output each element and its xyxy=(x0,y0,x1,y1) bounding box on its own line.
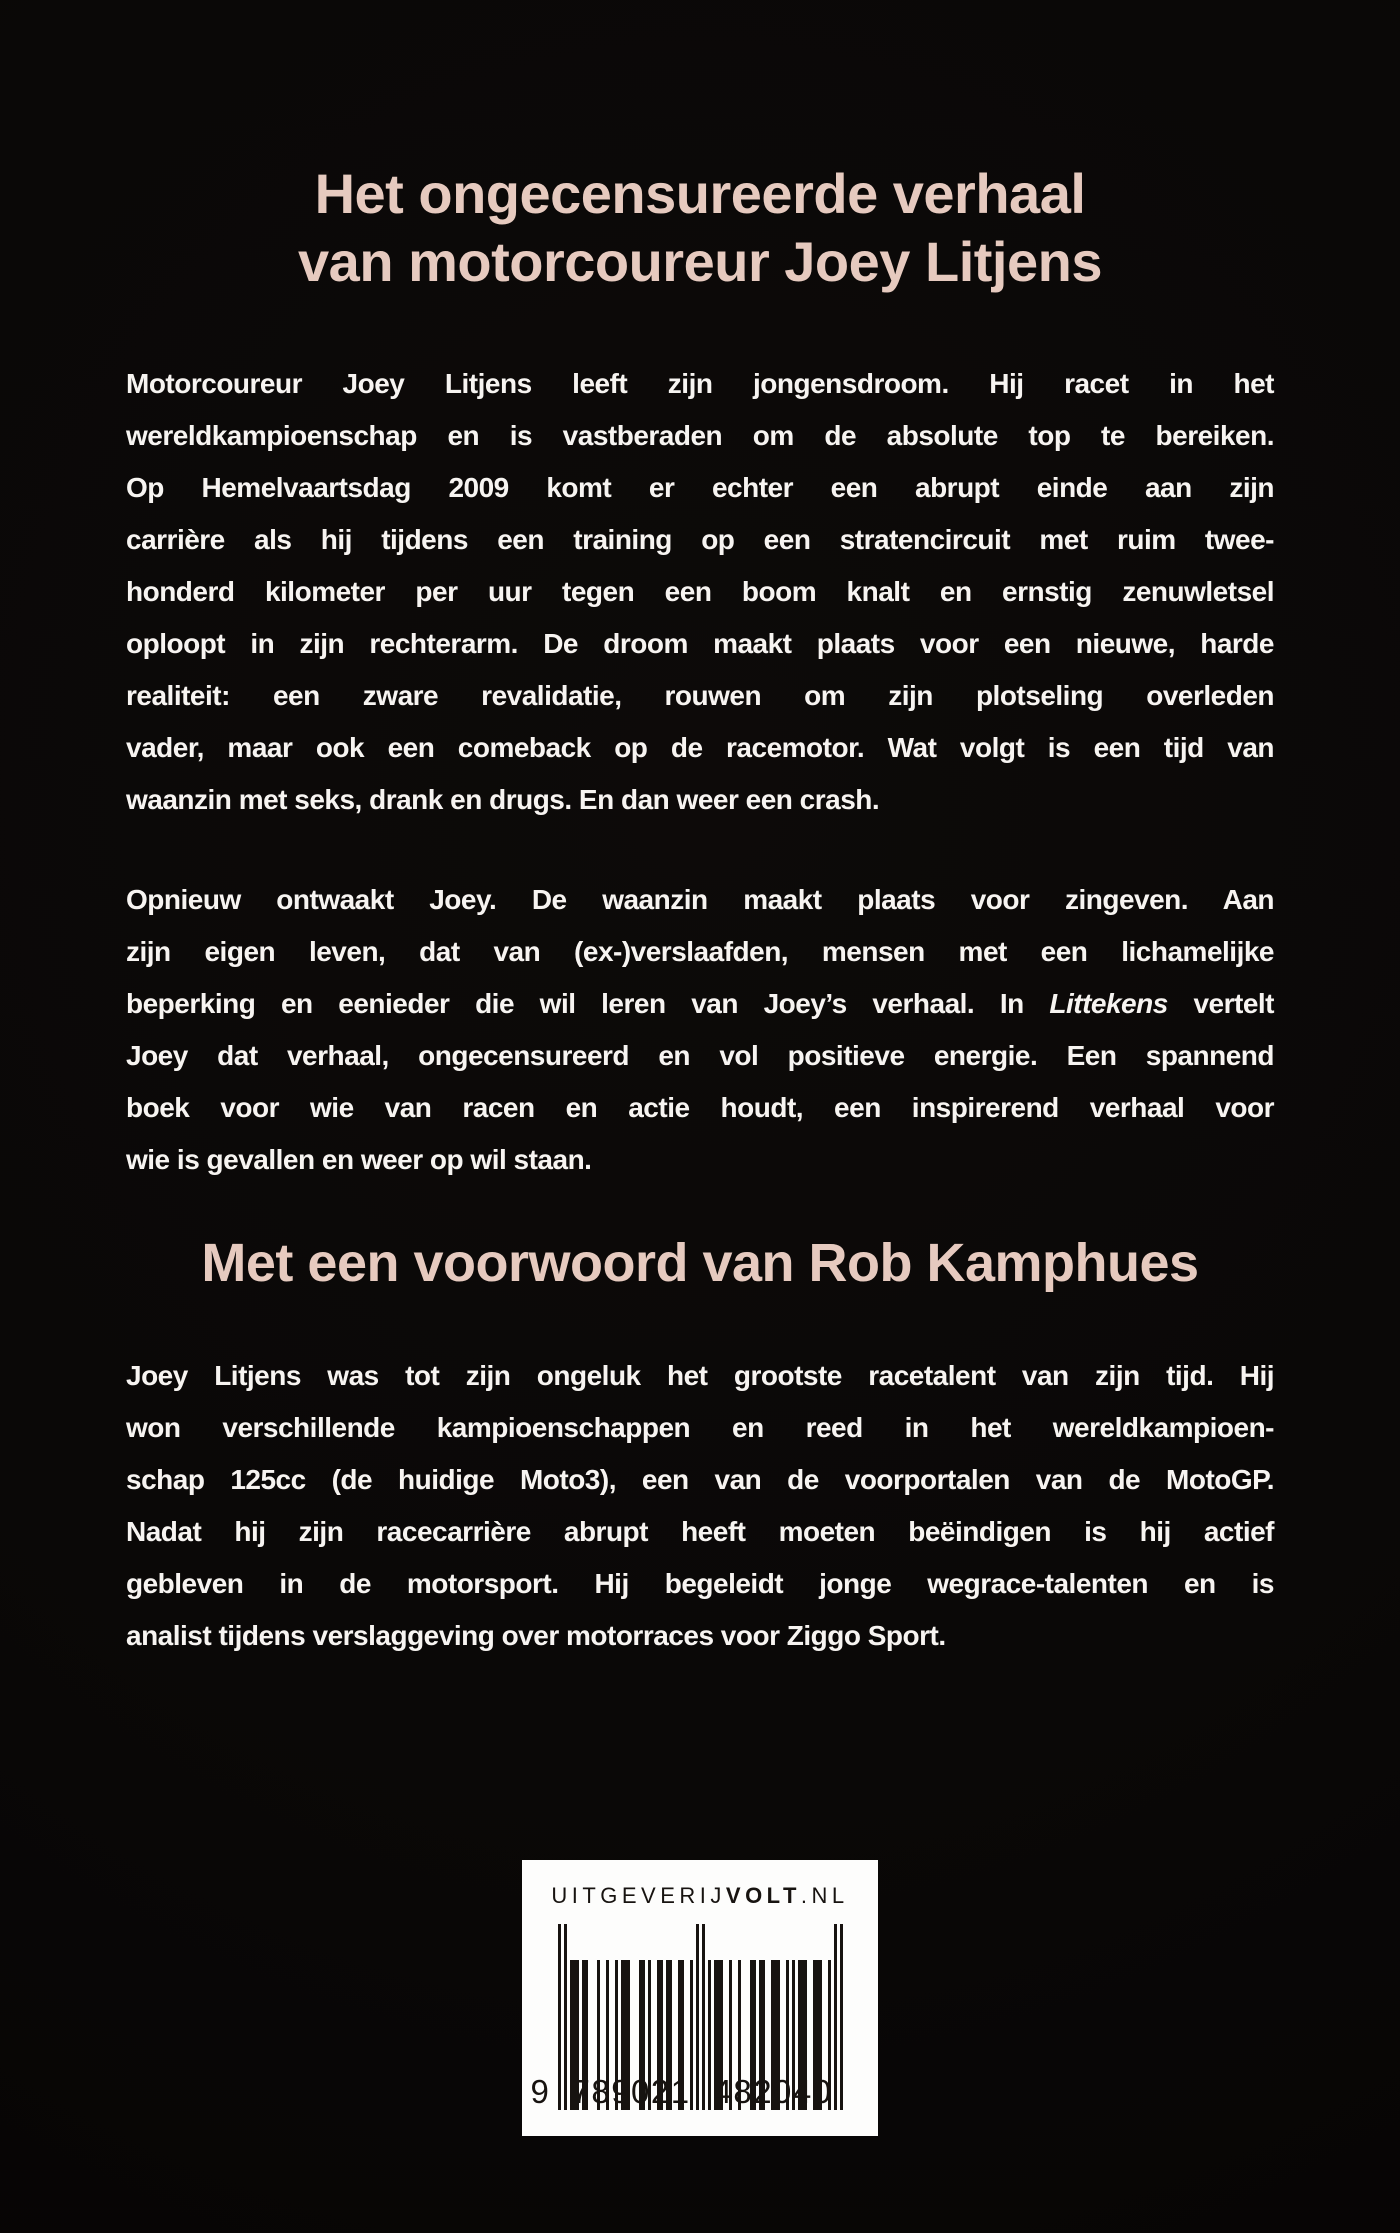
foreword-heading: Met een voorwoord van Rob Kamphues xyxy=(201,1233,1199,1293)
publisher-url-brand: VOLT xyxy=(725,1883,801,1908)
publisher-url-suffix: .NL xyxy=(800,1883,849,1908)
publisher-url xyxy=(522,1882,878,1910)
text-line: won verschillende kampioenschappen en reed in het wereldkampioen- xyxy=(126,1412,1274,1443)
text-line: waanzin met seks, drank en drugs. En dan weer een crash. xyxy=(126,784,880,815)
isbn-number xyxy=(530,2073,843,2110)
author-bio-paragraph xyxy=(126,1350,1274,1662)
cover-title xyxy=(126,160,1274,296)
cover-title-line-1: Het ongecensureerde verhaal xyxy=(314,162,1086,225)
text-line: gebleven in de motorsport. Hij begeleidt jonge wegrace-talenten en is xyxy=(126,1568,1274,1599)
text-line: Joey Litjens was tot zijn ongeluk het grootste racetalent van zijn tijd. Hij xyxy=(126,1360,1274,1391)
text-line: vader, maar ook een comeback op de racemotor. Wat volgt is een tijd van xyxy=(126,732,1274,763)
text-line: Op Hemelvaartsdag 2009 komt er echter een abrupt einde aan zijn xyxy=(126,472,1274,503)
isbn-digit-prefix: 9 xyxy=(530,2073,549,2110)
synopsis-paragraph-1 xyxy=(126,358,1274,826)
isbn-digits-right: 482040 xyxy=(713,2073,833,2110)
barcode-panel xyxy=(522,1860,878,2136)
text-line: Motorcoureur Joey Litjens leeft zijn jongensdroom. Hij racet in het xyxy=(126,368,1274,399)
text-line: analist tijdens verslaggeving over motorraces voor Ziggo Sport. xyxy=(126,1620,946,1651)
text-line: carrière als hij tijdens een training op een stratencircuit met ruim twee- xyxy=(126,524,1274,555)
text-line: honderd kilometer per uur tegen een boom knalt en ernstig zenuwletsel xyxy=(126,576,1274,607)
text-line: Opnieuw ontwaakt Joey. De waanzin maakt plaats voor zingeven. Aan xyxy=(126,884,1274,915)
publisher-url-prefix: UITGEVERIJ xyxy=(551,1883,726,1908)
text-line: wereldkampioenschap en is vastberaden om de absolute top te bereiken. xyxy=(126,420,1274,451)
text-line: oploopt in zijn rechterarm. De droom maakt plaats voor een nieuwe, harde xyxy=(126,628,1274,659)
text-line: zijn eigen leven, dat van (ex-)verslaafden, mensen met een lichamelijke xyxy=(126,936,1274,967)
synopsis-paragraph-2 xyxy=(126,874,1274,1186)
text-line: realiteit: een zware revalidatie, rouwen om zijn plotseling overleden xyxy=(126,680,1274,711)
text-line: Nadat hij zijn racecarrière abrupt heeft moeten beëindigen is hij actief xyxy=(126,1516,1274,1547)
text-line: wie is gevallen en weer op wil staan. xyxy=(126,1144,592,1175)
text-line: boek voor wie van racen en actie houdt, een inspirerend verhaal voor xyxy=(126,1092,1274,1123)
text-line: schap 125cc (de huidige Moto3), een van de voorportalen van de MotoGP. xyxy=(126,1464,1274,1495)
ean-barcode xyxy=(530,1924,843,2110)
text-line: beperking en eenieder die wil leren van Joey’s verhaal. In Littekens vertelt xyxy=(126,988,1274,1019)
cover-title-line-2: van motorcoureur Joey Litjens xyxy=(298,230,1102,293)
text-line: Joey dat verhaal, ongecensureerd en vol positieve energie. Een spannend xyxy=(126,1040,1274,1071)
isbn-digits-left: 789021 xyxy=(571,2073,691,2110)
